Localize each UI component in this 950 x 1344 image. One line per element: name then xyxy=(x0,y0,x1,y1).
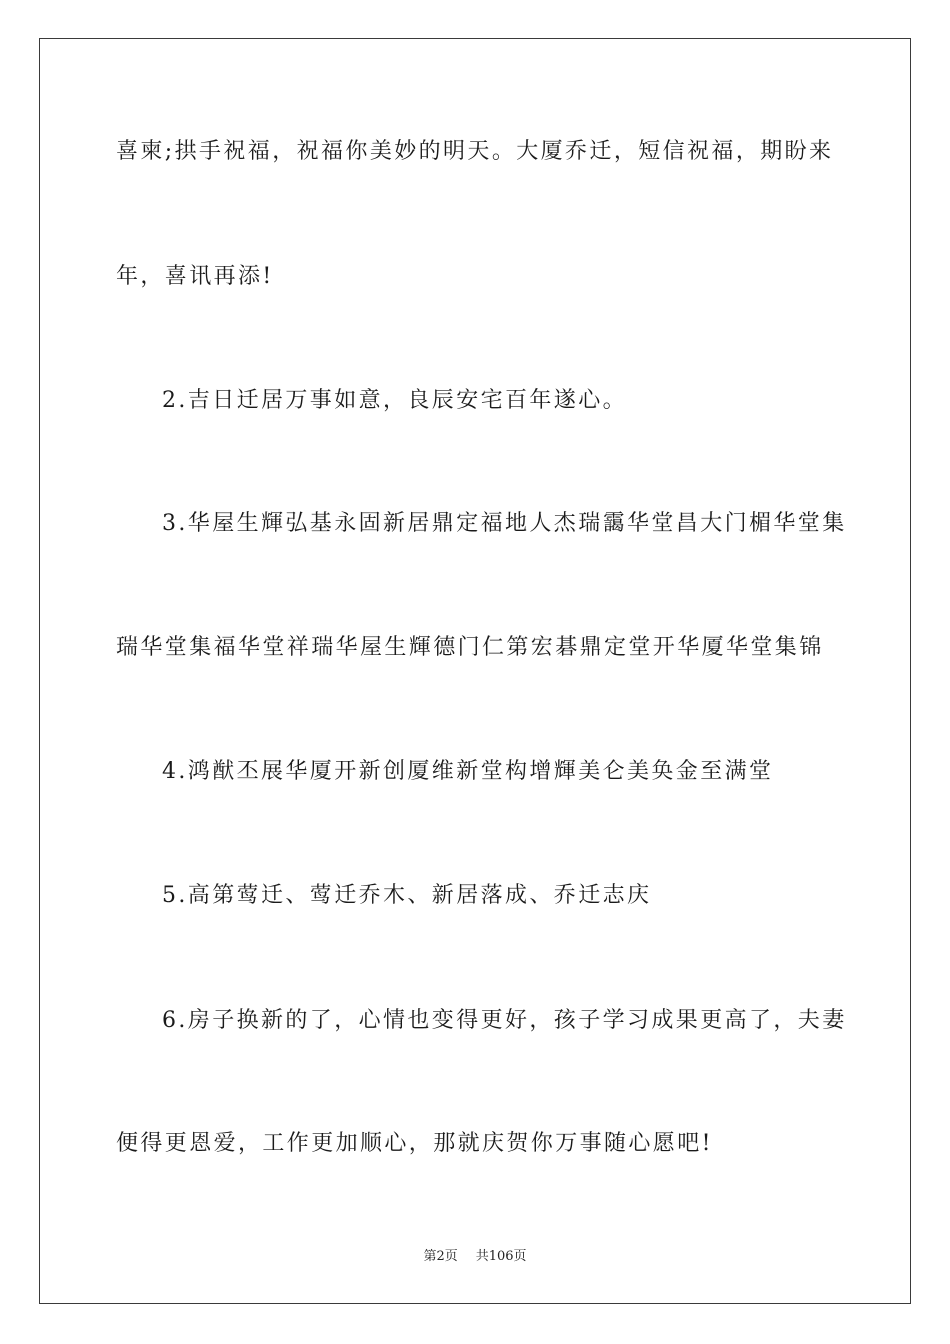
text-line: 5.高第莺迁、莺迁乔木、新居落成、乔迁志庆 xyxy=(162,883,652,908)
text-line: 喜柬;拱手祝福，祝福你美妙的明天。大厦乔迁，短信祝福，期盼来 xyxy=(116,139,834,164)
page-frame xyxy=(39,38,911,1304)
text-line: 2.吉日迁居万事如意，良辰安宅百年遂心。 xyxy=(162,388,627,413)
text-line: 便得更恩爱，工作更加顺心，那就庆贺你万事随心愿吧! xyxy=(116,1131,713,1156)
text-line: 6.房子换新的了，心情也变得更好，孩子学习成果更高了，夫妻 xyxy=(162,1008,847,1033)
page-number: 第2页 xyxy=(423,1249,458,1264)
text-line: 3.华屋生輝弘基永固新居鼎定福地人杰瑞靄华堂昌大门楣华堂集 xyxy=(162,511,847,536)
text-line: 年，喜讯再添! xyxy=(116,264,274,289)
text-line: 瑞华堂集福华堂祥瑞华屋生輝德门仁第宏碁鼎定堂开华厦华堂集锦 xyxy=(116,635,824,660)
total-pages: 共106页 xyxy=(475,1249,527,1264)
page-footer xyxy=(0,1248,950,1266)
text-line: 4.鸿猷丕展华厦开新创厦维新堂构增輝美仑美奂金至满堂 xyxy=(162,759,774,784)
